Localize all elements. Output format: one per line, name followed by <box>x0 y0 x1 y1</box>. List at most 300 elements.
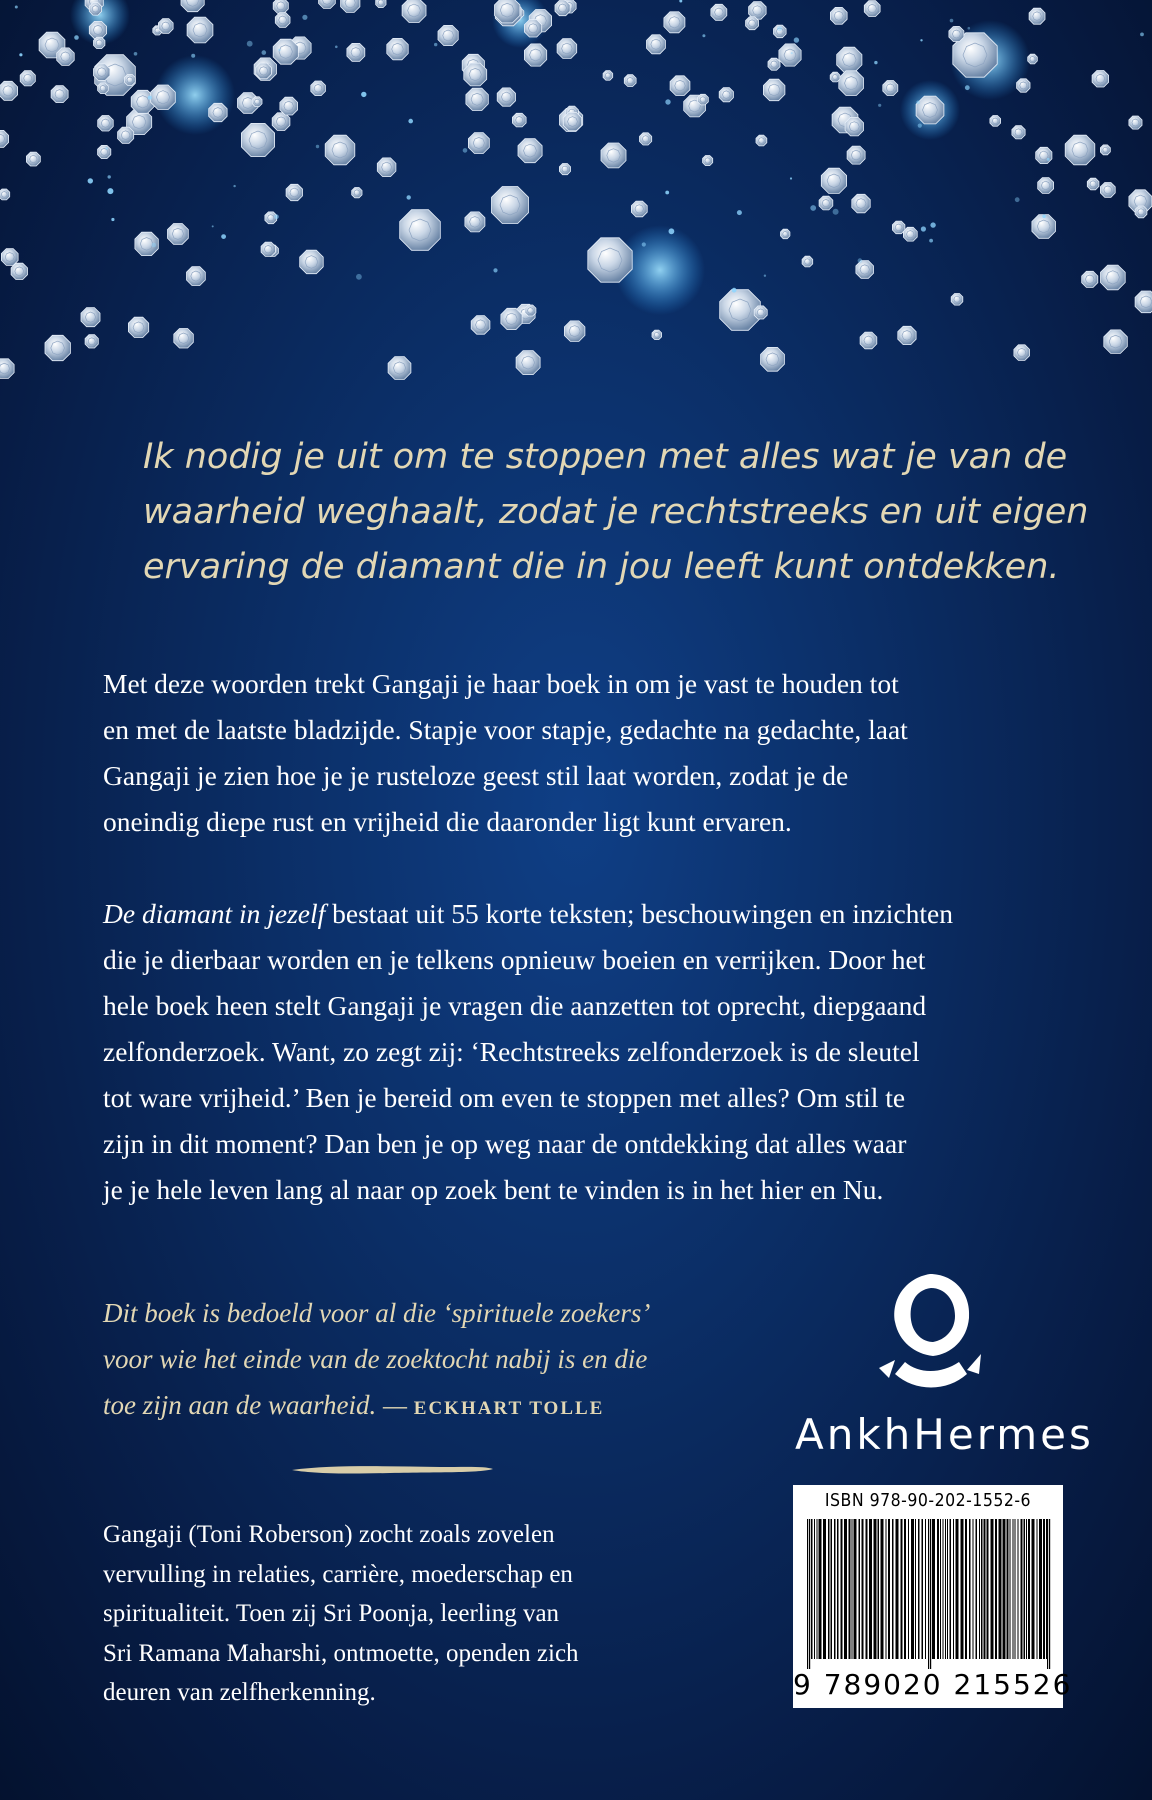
diamond-gem <box>647 35 666 54</box>
diamond-gem <box>280 97 298 115</box>
diamond-gem <box>387 38 408 59</box>
sparkle-dot <box>148 96 152 100</box>
endorsement-last-line: toe zijn aan de waarheid. <box>103 1390 377 1420</box>
diamond-gem <box>273 0 288 13</box>
diamond-gem <box>1104 330 1128 354</box>
sparkle-dot <box>665 191 669 195</box>
diamond-gem <box>781 229 790 239</box>
diamond-gem <box>0 130 9 147</box>
diamond-gem <box>524 20 541 37</box>
barcode-bar <box>1026 1519 1027 1659</box>
sparkle-dot <box>233 185 235 187</box>
sparkle-dot <box>108 175 111 178</box>
barcode-bar <box>1021 1519 1023 1659</box>
sparkle-dot <box>212 225 214 227</box>
sparkle-dot <box>794 37 799 42</box>
sparkle-dot <box>88 178 93 183</box>
endorsement-line: voor wie het einde van de zoektocht nabij is en die <box>103 1344 648 1374</box>
diamond-gem <box>1036 147 1052 163</box>
diamond-gem <box>518 139 542 163</box>
barcode-bar <box>892 1519 894 1659</box>
barcode-bar <box>852 1519 853 1659</box>
sparkle-dot <box>111 218 114 221</box>
quote-line: ervaring de diamant die in jou leeft kunt ontdekken. <box>143 547 1060 587</box>
diamond-gem <box>631 201 647 217</box>
diamond-gem <box>916 96 944 124</box>
diamond-gem <box>588 238 632 282</box>
diamond-gem <box>756 135 767 146</box>
barcode-bar <box>874 1519 877 1659</box>
barcode-bar <box>999 1519 1002 1659</box>
sparkle-dot <box>642 242 646 246</box>
sparkle-dot <box>968 27 971 30</box>
sparkle-dot <box>302 15 307 20</box>
diamond-gem <box>1 249 18 266</box>
sparkle-dot <box>858 258 863 263</box>
barcode-guard-bar <box>928 1519 929 1669</box>
diamond-gem <box>341 0 360 12</box>
sparkle-dot <box>262 50 267 55</box>
diamond-gem <box>377 158 396 177</box>
diamond-gem <box>860 332 877 349</box>
barcode-bar <box>1039 1519 1042 1659</box>
diamond-gem <box>252 97 262 107</box>
sparkle-dot <box>278 49 281 52</box>
barcode-bar <box>896 1519 899 1659</box>
sparkle-dot <box>918 124 922 128</box>
barcode-bar <box>878 1519 880 1659</box>
paragraph-line: tot ware vrijheid.’ Ben je bereid om even te stoppen met alles? Om stil te <box>103 1082 906 1113</box>
diamond-gem <box>664 12 685 33</box>
barcode-bar <box>945 1519 946 1659</box>
barcode-bar <box>886 1519 887 1659</box>
diamond-gem <box>11 263 27 279</box>
diamond-gem <box>89 3 101 15</box>
diamond-gem <box>512 113 526 127</box>
sparkle-dot <box>930 222 935 227</box>
endorsement-author: ECKHART TOLLE <box>413 1398 605 1419</box>
diamond-gem <box>1135 291 1152 313</box>
diamond-gem <box>311 81 326 96</box>
diamond-gem <box>1101 265 1126 290</box>
diamond-gem <box>555 1 570 16</box>
diamond-gem <box>286 184 302 200</box>
endorsement-dash: — <box>376 1390 414 1420</box>
diamond-gem <box>51 86 68 103</box>
diamond-gem <box>883 81 898 96</box>
sparkle-dot <box>965 85 970 90</box>
barcode-bar <box>817 1519 818 1659</box>
diamond-gem <box>856 261 874 279</box>
sparkle-dot <box>1047 158 1050 161</box>
ankh-hermes-logo-icon <box>875 1270 985 1410</box>
barcode-bar <box>943 1519 944 1659</box>
diamond-gem <box>438 25 458 45</box>
diamond-gem <box>81 308 100 327</box>
diamond-gem <box>0 359 14 379</box>
sparkle-dot <box>1140 33 1144 37</box>
diamond-gem <box>118 127 134 143</box>
diamond-gem <box>0 189 10 200</box>
diamond-gem <box>847 146 865 164</box>
diamond-gem <box>471 316 490 335</box>
barcode-bar <box>859 1519 861 1659</box>
diamond-gem <box>20 71 35 86</box>
bio-line: deuren van zelfherkenning. <box>103 1679 376 1706</box>
sparkle-dot <box>810 205 816 211</box>
barcode-bar <box>901 1519 903 1659</box>
diamond-gem <box>402 0 426 22</box>
diamond-gem <box>892 221 905 234</box>
sparkle-dot <box>777 26 782 31</box>
diamond-gem <box>703 156 713 166</box>
book-title-italic: De diamant in jezelf <box>103 898 326 929</box>
barcode-bar <box>1013 1519 1014 1659</box>
sparkle-dot <box>878 104 881 107</box>
diamond-gem <box>45 335 70 360</box>
barcode-bar <box>841 1519 843 1659</box>
isbn-label: ISBN 978-90-202-1552-6 <box>824 1491 1032 1511</box>
barcode-bar <box>1043 1519 1045 1659</box>
sparkle-dot <box>19 53 22 56</box>
barcode-bar <box>862 1519 864 1659</box>
diamond-gem <box>1092 71 1109 88</box>
sparkle-dot <box>833 209 839 215</box>
sparkle-dot <box>669 228 675 234</box>
diamond-gem <box>352 188 362 198</box>
diamond-gem <box>557 39 577 59</box>
barcode-bar <box>844 1519 847 1659</box>
diamond-gem <box>400 210 441 251</box>
diamond-gem <box>158 19 173 34</box>
diamond-gem <box>495 0 520 23</box>
diamond-gem <box>830 72 840 82</box>
diamond-gem <box>670 76 690 96</box>
diamond-gem <box>468 133 489 154</box>
barcode-guard-bar <box>1049 1519 1050 1669</box>
diamond-gem <box>0 81 18 100</box>
diamond-gem <box>1032 215 1056 239</box>
diamond-gem <box>819 196 833 210</box>
sparkle-dot <box>702 34 705 37</box>
endorsement-quote <box>103 1290 703 1432</box>
gold-divider <box>290 1462 495 1476</box>
sparkle-dot <box>791 52 793 54</box>
barcode-bar <box>915 1519 916 1659</box>
sparkle-dot <box>874 61 877 64</box>
sparkle-dot <box>191 54 195 58</box>
diamond-gem <box>89 21 106 38</box>
barcode-bar <box>828 1519 830 1659</box>
diamond-gem <box>241 123 274 156</box>
diamond-gem <box>98 116 114 132</box>
barcode-bar <box>953 1519 954 1659</box>
diamond-gem <box>837 47 862 72</box>
barcode-bar <box>854 1519 857 1659</box>
diamond-gem <box>624 75 636 87</box>
sparkle-dot <box>356 274 362 280</box>
barcode-bar <box>987 1519 989 1659</box>
quote-line: waarheid weghaalt, zodat je rechtstreeks en uit eigen <box>143 492 1089 532</box>
barcode-bar <box>950 1519 952 1659</box>
barcode-bar <box>965 1519 967 1659</box>
diamond-gem <box>559 164 570 175</box>
barcode-guard-bar <box>1047 1519 1048 1669</box>
barcode-guard-bar <box>809 1519 810 1669</box>
paragraph-line: Gangaji je zien hoe je je rusteloze geest stil laat worden, zodat je de <box>103 760 849 791</box>
sparkle-dot <box>920 39 922 41</box>
barcode-bar <box>937 1519 939 1659</box>
barcode-bar <box>947 1519 948 1659</box>
barcode-bar <box>1010 1519 1011 1659</box>
paragraph-line: zelfonderzoek. Want, zo zegt zij: ‘Rechtstreeks zelfonderzoek is de sleutel <box>103 1036 920 1067</box>
diamond-gem <box>524 44 546 66</box>
barcode-bar <box>811 1519 813 1659</box>
sparkle-dot <box>790 177 792 179</box>
diamond-gem <box>466 88 488 110</box>
barcode-bar <box>1028 1519 1030 1659</box>
quote-line: Ik nodig je uit om te stoppen met alles wat je van de <box>143 437 1068 477</box>
diamond-gem <box>603 71 613 81</box>
diamond-gem <box>128 317 148 337</box>
diamond-gem <box>563 112 581 130</box>
sparkle-dot <box>106 147 108 149</box>
sparkle-dot <box>950 19 954 23</box>
diamond-gem <box>1129 116 1142 129</box>
barcode-bar <box>995 1519 997 1659</box>
bio-line: vervulling in relaties, carrière, moederschap en <box>103 1560 573 1588</box>
diamond-gem <box>516 351 540 375</box>
sparkle-dot <box>74 35 79 40</box>
diamond-gem <box>746 17 759 30</box>
sparkle-dot <box>665 99 670 104</box>
diamond-gem <box>761 347 785 371</box>
diamond-gem <box>1100 145 1110 155</box>
sparkle-dot <box>916 101 920 105</box>
sparkle-dot <box>107 188 113 194</box>
diamond-gem <box>990 116 1001 127</box>
sparkle-dot <box>732 288 737 293</box>
ean-digits: 9 789020 215526 <box>793 1668 1073 1701</box>
diamond-gem <box>26 152 40 166</box>
sparkle-dot <box>152 243 157 248</box>
diamond-gem <box>754 306 767 319</box>
diamond-gem <box>1038 178 1054 194</box>
barcode-bar <box>849 1519 851 1659</box>
sparkle-dot <box>493 268 497 272</box>
diamond-gem <box>830 7 847 24</box>
sparkle-dot <box>335 46 338 49</box>
diamond-gem <box>845 117 863 135</box>
barcode-bar <box>976 1519 978 1659</box>
sparkle-dot <box>15 6 18 9</box>
bio-line: spiritualiteit. Toen zij Sri Poonja, leerling van <box>103 1600 560 1627</box>
diamond-gem <box>497 88 515 106</box>
diamond-gem <box>1082 271 1098 287</box>
diamond-gem <box>1065 135 1095 165</box>
diamond-gem <box>1012 126 1025 139</box>
diamond-gem <box>256 63 272 79</box>
barcode-bar <box>979 1519 980 1659</box>
diamond-gem <box>98 145 111 158</box>
isbn-barcode <box>793 1485 1073 1708</box>
diamond-gem <box>187 17 213 43</box>
barcode-bar <box>866 1519 868 1659</box>
diamond-gem <box>273 39 298 64</box>
diamonds-decoration <box>0 0 1152 420</box>
diamond-gem <box>525 305 536 316</box>
sparkle-dot <box>221 234 226 239</box>
description-paragraph-2 <box>103 891 1093 1213</box>
diamond-gem <box>124 74 135 85</box>
barcode-bar <box>1003 1519 1006 1659</box>
barcode-bar <box>925 1519 926 1659</box>
sparkle-dot <box>1042 215 1046 219</box>
paragraph-line: je je hele leven lang al naar op zoek bent te vinden is in het hier en Nu. <box>103 1174 884 1205</box>
barcode-guard-bar <box>807 1519 808 1669</box>
endorsement-line <box>103 1382 703 1432</box>
diamond-gem <box>1087 178 1099 190</box>
diamond-gem <box>779 44 801 66</box>
sparkle-dot <box>274 214 279 219</box>
diamond-gem <box>376 0 386 8</box>
diamond-gem <box>719 88 733 102</box>
diamond-gem <box>601 143 626 168</box>
diamond-gem <box>174 329 194 349</box>
paragraph-line: hele boek heen stelt Gangaji je vragen die aanzetten tot oprecht, diepgaand <box>103 990 927 1021</box>
barcode-bar <box>911 1519 914 1659</box>
barcode-bar <box>991 1519 994 1659</box>
barcode-bar <box>940 1519 941 1659</box>
barcode-bar <box>984 1519 986 1659</box>
sparkle-dot <box>247 41 253 47</box>
diamond-gem <box>275 13 290 28</box>
sparkle-dot <box>679 0 682 3</box>
barcode-bar <box>831 1519 833 1659</box>
sparkle-dot <box>361 92 366 97</box>
diamond-gem <box>1029 8 1045 24</box>
diamond-gem <box>261 242 275 256</box>
sparkle-dot <box>434 43 437 46</box>
diamond-gem <box>949 27 964 42</box>
barcode-bar <box>814 1519 815 1659</box>
barcode-bar <box>1007 1519 1009 1659</box>
diamond-gem <box>652 330 662 340</box>
intro-quote <box>143 430 1089 595</box>
barcode-bar <box>1037 1519 1038 1659</box>
sparkle-dot <box>408 119 413 124</box>
paragraph-line: en met de laatste bladzijde. Stapje voor stapje, gedachte na gedachte, laat <box>103 714 908 745</box>
diamond-gem <box>98 83 109 94</box>
sparkle-dot <box>764 275 766 277</box>
diamond-gem <box>347 43 365 61</box>
diamond-gem <box>564 321 585 342</box>
diamond-gem <box>1017 79 1030 92</box>
sparkle-dot <box>1015 197 1020 202</box>
sparkle-dot <box>921 226 926 231</box>
diamond-gem <box>763 79 785 101</box>
paragraph-line: zijn in dit moment? Dan ben je op weg naar de ontdekking dat alles waar <box>103 1128 907 1159</box>
sparkle-dot <box>407 195 411 199</box>
diamond-gem <box>1135 206 1147 218</box>
diamond-gem <box>272 113 290 131</box>
barcode-bar <box>1018 1519 1019 1659</box>
barcode-bar <box>956 1519 959 1659</box>
diamond-gem <box>388 357 411 380</box>
sparkle-dot <box>316 145 319 148</box>
diamond-gem <box>94 64 110 81</box>
diamond-gem <box>492 187 529 224</box>
barcode-bar <box>823 1519 826 1659</box>
sparkle-dot <box>737 210 742 215</box>
barcode-bar <box>881 1519 884 1659</box>
bio-line: Gangaji (Toni Roberson) zocht zoals zovelen <box>103 1521 555 1548</box>
publisher-logo <box>795 1270 1094 1475</box>
barcode-bar <box>908 1519 909 1659</box>
diamond-gem <box>951 294 963 306</box>
diamond-gem <box>802 256 813 267</box>
diamond-gem <box>94 37 105 48</box>
diamond-gem <box>898 326 916 344</box>
endorsement-line: Dit boek is bedoeld voor al die ‘spirituele zoekers’ <box>103 1298 651 1328</box>
barcode-bar <box>969 1519 971 1659</box>
barcode-bar <box>922 1519 924 1659</box>
barcode-bars <box>801 1519 1055 1669</box>
diamond-gem <box>85 335 98 348</box>
barcode-bar <box>918 1519 920 1659</box>
sparkle-dot <box>134 52 138 56</box>
barcode-bar <box>1024 1519 1026 1659</box>
bio-line: Sri Ramana Maharshi, ontmoette, openden zich <box>103 1639 579 1667</box>
barcode-bar <box>961 1519 964 1659</box>
diamond-gem <box>464 63 487 86</box>
diamond-gem <box>325 135 355 165</box>
publisher-name: AnkhHermes <box>795 1410 1094 1459</box>
sparkle-dot <box>463 148 468 153</box>
diamond-gem <box>57 48 74 66</box>
diamond-gem <box>1028 54 1038 64</box>
diamond-gem <box>711 4 727 20</box>
diamond-gem <box>187 267 206 286</box>
diamond-gem <box>168 224 189 245</box>
barcode-bar <box>981 1519 983 1659</box>
paragraph-line: die je dierbaar worden en je telkens opnieuw boeien en verrijken. Door het <box>103 944 926 975</box>
barcode-guard-bar <box>930 1519 931 1669</box>
diamond-gem <box>768 58 780 70</box>
diamond-gem <box>319 0 336 8</box>
barcode-bar <box>834 1519 836 1659</box>
diamond-gem <box>501 308 522 329</box>
diamond-gem <box>698 94 709 105</box>
author-bio <box>103 1515 723 1713</box>
paragraph-line-rest: bestaat uit 55 korte teksten; beschouwingen en inzichten <box>325 898 953 929</box>
barcode-bar <box>904 1519 906 1659</box>
paragraph-line: Met deze woorden trekt Gangaji je haar boek in om je vast te houden tot <box>103 668 899 699</box>
diamond-gem <box>864 1 880 17</box>
barcode-bar <box>1032 1519 1035 1659</box>
diamond-gem <box>1100 183 1115 198</box>
diamond-gem <box>151 85 176 110</box>
diamond-gem <box>821 168 846 193</box>
diamond-gem <box>181 0 204 12</box>
diamond-gem <box>839 71 864 96</box>
barcode-bar <box>888 1519 890 1659</box>
diamond-gem <box>300 250 324 274</box>
diamond-gem <box>852 194 870 213</box>
paragraph-line <box>103 891 1093 937</box>
barcode-bar <box>973 1519 974 1659</box>
sparkle-dot <box>929 239 933 243</box>
